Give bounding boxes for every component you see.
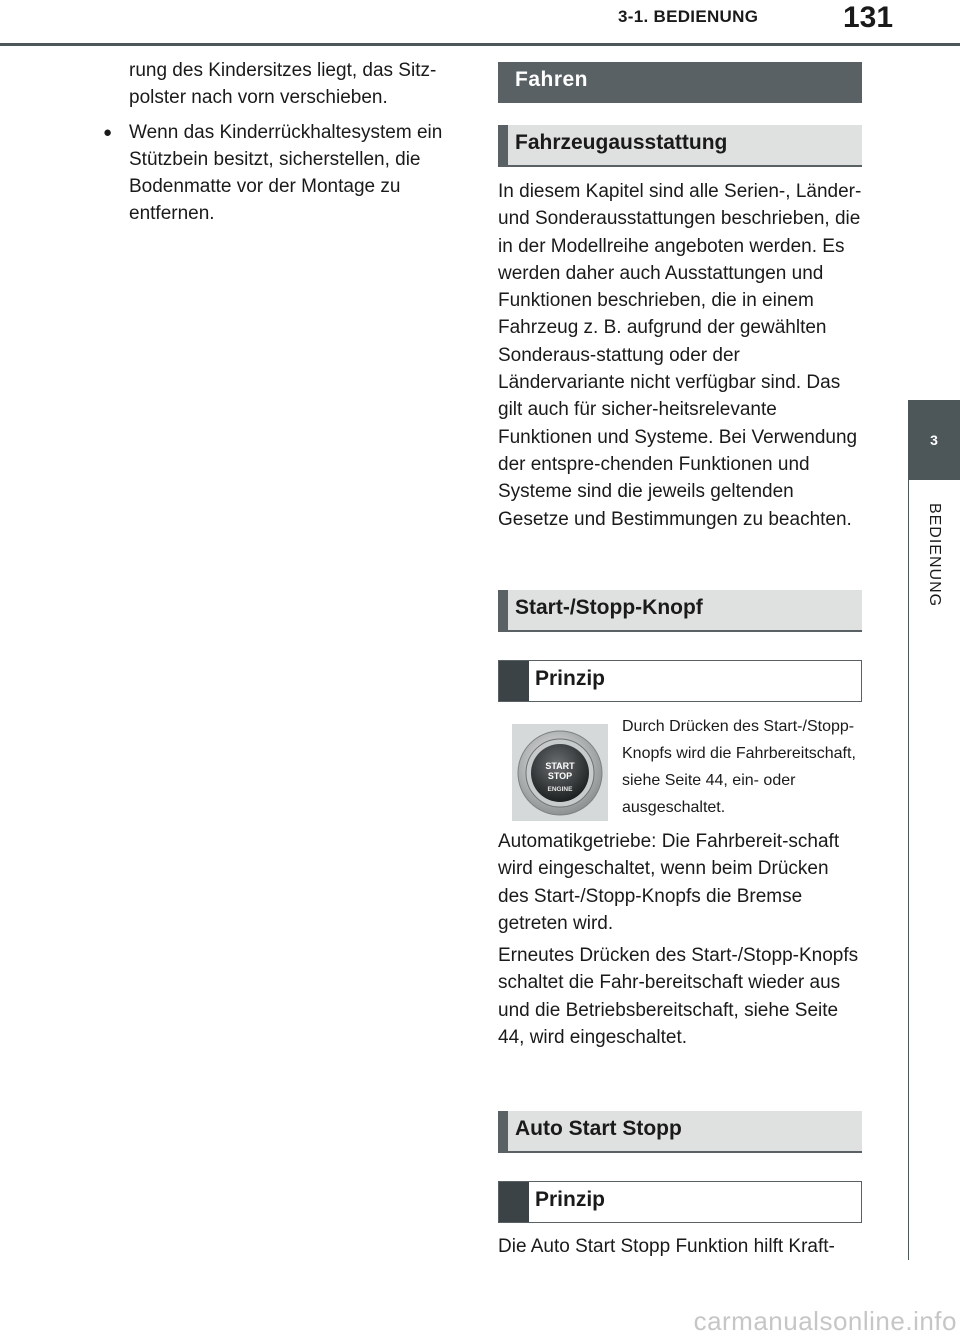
start-stop-button-image [512, 724, 608, 821]
left-column [103, 57, 468, 236]
button-caption: Durch Drücken des Start-/Stopp-Knopfs wird die Fahrbereitschaft, siehe Seite 44, ein- oder ausgeschaltet. [622, 718, 856, 816]
continuation-text: rung des Kindersitzes liegt, das Sitz-polster nach vorn verschieben. [129, 60, 437, 108]
button-label-start: START [545, 761, 575, 771]
watermark: carmanualsonline.info [693, 1306, 957, 1336]
chapter-tab[interactable]: 3 [908, 400, 960, 480]
running-header-section: 3-1. BEDIENUNG [618, 7, 759, 26]
paragraph-automatikgetriebe: Automatikgetriebe: Die Fahrbereit-schaft wird eingeschaltet, wenn beim Drücken des Start-/Stopp-Knopfs die Bremse getreten wird. [498, 831, 840, 934]
bullet-item: ● Wenn das Kinderrückhaltesystem ein Stützbein besitzt, sicherstellen, die Bodenmatte vor der Montage zu entfernen. [129, 119, 468, 227]
page-number: 131 [843, 1, 894, 34]
heading-fahrzeugausstattung: Fahrzeugausstattung [498, 125, 862, 167]
button-label-stop: STOP [547, 771, 573, 781]
start-stop-button-icon [512, 724, 608, 821]
heading-start-stopp-knopf: Start-/Stopp-Knopf [498, 590, 862, 632]
header-rule [0, 43, 960, 46]
side-tab-line [908, 400, 909, 1260]
paragraph-auto-start-stopp: Die Auto Start Stopp Funktion hilft Kraft- [498, 1236, 835, 1257]
paragraph-ausstattung: In diesem Kapitel sind alle Serien-, Länder- und Sonderausstattungen beschrieben, die in der Modellreihe angeboten werden. Es werden daher auch Ausstattungen und Funktionen beschrieben, die in einem Fahrzeug z. B. aufgrund der gewählten Sonderaus-stattung oder der Ländervariante nicht verfügbar sind. Das gilt auch für sicher-heitsrelevante Funktionen und Systeme. Bei Verwendung der entspre-chenden Funktionen und Systeme sind die jeweils geltenden Gesetze und Bestimmungen zu beachten. [498, 181, 862, 530]
button-label-engine: ENGINE [547, 786, 573, 793]
subheading-prinzip-1: Prinzip [498, 660, 862, 702]
heading-auto-start-stopp: Auto Start Stopp [498, 1111, 862, 1153]
subheading-prinzip-2: Prinzip [498, 1181, 862, 1223]
paragraph-erneutes-druecken: Erneutes Drücken des Start-/Stopp-Knopfs schaltet die Fahr-bereitschaft wieder aus und die Betriebsbereitschaft, siehe Seite 44, wird eingeschaltet. [498, 945, 859, 1048]
section-heading-fahren: Fahren [498, 62, 862, 103]
chapter-tab-label: BEDIENUNG [926, 502, 943, 608]
